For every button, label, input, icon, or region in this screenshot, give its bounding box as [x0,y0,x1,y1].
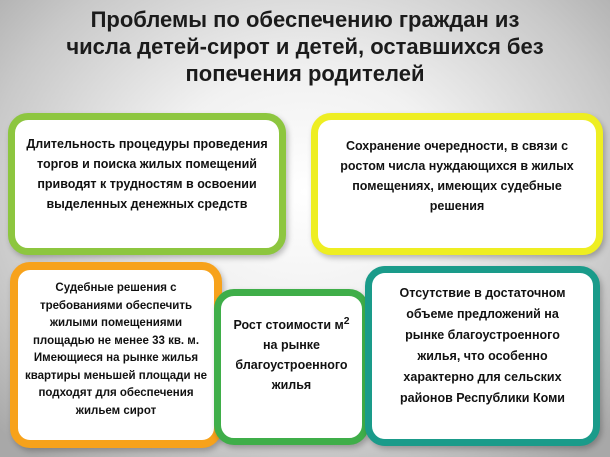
box-line: Судебные решения с [55,282,177,294]
box-line: площадью не менее 33 кв. м. [32,334,200,347]
box-line: жильем сирот [75,404,157,417]
problem-box-price-growth [214,289,369,445]
box-line: Отсутствие в достаточном [399,286,566,300]
box-line: жилья [271,378,312,393]
box-line: объеме предложений на [406,307,559,321]
box-line: выделенных денежных средств [46,197,248,211]
box-line: районов Республики Коми [400,391,565,405]
box-line: характерно для сельских [403,370,562,384]
box-line: рынке благоустроенного [405,328,560,342]
title-line: попечения родителей [185,61,425,86]
box-text [340,136,573,216]
box-line: Имеющиеся на рынке жилья [33,352,199,364]
box-line: Сохранение очередности, в связи с [345,139,569,153]
box-text [400,283,566,409]
box-line: Длительность процедуры проведения [26,137,268,151]
box-line: квартиры меньшей площади не [24,369,208,382]
problem-box-court-decisions [10,262,222,448]
box-text [25,280,207,420]
page-title [20,6,590,87]
box-line: помещениях, имеющих судебные [352,179,562,193]
superscript: 2 [343,316,350,327]
box-line: благоустроенного [235,358,348,373]
title-line: числа детей-сирот и детей, оставшихся без [66,34,544,59]
box-line: на рынке [262,338,321,353]
problem-box-procedure-duration [8,113,286,255]
problem-box-queue-preservation [311,113,603,255]
box-text [233,312,349,395]
box-line: приводят к трудностям в освоении [37,177,257,191]
problem-box-supply-shortage [365,266,600,446]
box-line-text: Рост стоимости м [233,318,344,333]
box-line: требованиями обеспечить [39,299,193,312]
box-text [26,134,267,214]
box-line: торгов и поиска жилых помещений [37,157,257,171]
box-line: решения [429,199,485,213]
box-line: жилыми помещениями [49,317,183,329]
box-line: подходят для обеспечения [38,387,194,399]
box-line: жилья, что особенно [417,349,548,363]
box-line [233,312,349,335]
title-line: Проблемы по обеспечению граждан из [90,7,520,32]
box-line: ростом числа нуждающихся в жилых [340,159,574,173]
